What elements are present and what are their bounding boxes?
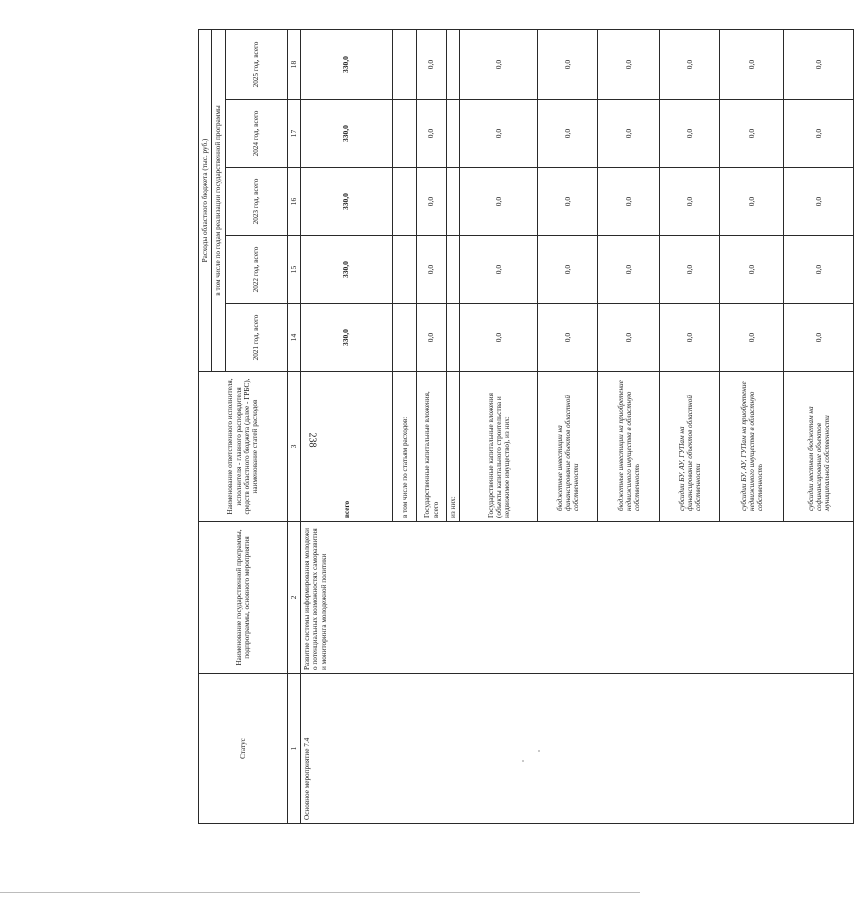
value-cell: 0,0	[720, 29, 784, 99]
value-cell: 0,0	[417, 236, 447, 304]
header-year: 2021 год, всего	[225, 304, 287, 372]
column-number: 17	[287, 100, 301, 168]
value-cell: 0,0	[660, 304, 720, 372]
value-cell: 330,0	[301, 304, 393, 372]
value-cell: 0,0	[784, 168, 854, 236]
value-cell	[393, 29, 417, 99]
value-cell	[447, 100, 460, 168]
header-year: 2024 год, всего	[225, 100, 287, 168]
header-status: Статус	[199, 674, 288, 824]
value-cell: 0,0	[417, 29, 447, 99]
value-cell	[393, 168, 417, 236]
header-year: 2022 год, всего	[225, 236, 287, 304]
bottom-rule	[0, 892, 640, 893]
value-cell: 0,0	[660, 29, 720, 99]
value-cell: 0,0	[538, 236, 598, 304]
expense-label: Государственные капитальные вложения (объекты капитального строительства и недвижимое имущество), из них:	[460, 372, 538, 522]
column-number: 3	[287, 372, 301, 522]
value-cell: 0,0	[720, 168, 784, 236]
header-program: Наименование государственной программы, подпрограммы, основного мероприятия	[199, 522, 288, 674]
header-years-group: в том числе по годам реализации государственной программы	[212, 29, 225, 371]
column-number: 16	[287, 168, 301, 236]
value-cell	[393, 236, 417, 304]
value-cell: 0,0	[417, 168, 447, 236]
expense-label: субсидии местным бюджетам на софинансирование объектов муниципальной собственности	[784, 372, 854, 522]
value-cell: 330,0	[301, 100, 393, 168]
value-cell: 0,0	[784, 236, 854, 304]
table-row	[301, 29, 393, 823]
value-cell: 0,0	[660, 236, 720, 304]
column-number: 14	[287, 304, 301, 372]
value-cell: 0,0	[460, 236, 538, 304]
value-cell	[393, 304, 417, 372]
header-year: 2023 год, всего	[225, 168, 287, 236]
column-number: 2	[287, 522, 301, 674]
value-cell: 0,0	[460, 29, 538, 99]
value-cell: 0,0	[538, 304, 598, 372]
value-cell	[447, 168, 460, 236]
value-cell	[447, 236, 460, 304]
value-cell	[447, 29, 460, 99]
value-cell: 330,0	[301, 168, 393, 236]
value-cell: 0,0	[784, 29, 854, 99]
value-cell: 0,0	[784, 304, 854, 372]
scan-speck	[522, 760, 524, 762]
value-cell: 0,0	[598, 168, 660, 236]
expense-label: бюджетные инвестиции на приобретение недвижимого имущества в областную собственность	[598, 372, 660, 522]
value-cell: 0,0	[598, 304, 660, 372]
status-cell: Основное мероприятие 7.4	[301, 674, 854, 824]
program-cell: Развитие системы информирования молодежи о потенциальных возможностях саморазвития и мониторинга молодежной политики	[301, 522, 854, 674]
expense-label: субсидии БУ, АУ, ГУПам на приобретение недвижимого имущества в областную собственность	[720, 372, 784, 522]
value-cell: 0,0	[417, 304, 447, 372]
budget-table	[198, 29, 854, 824]
value-cell: 0,0	[598, 100, 660, 168]
value-cell: 0,0	[720, 304, 784, 372]
header-executor: Наименование ответственного исполнителя, исполнителя - главного распорядителя средств областного бюджета (далее - ГРБС), наименование статей расходов	[199, 372, 288, 522]
value-cell: 0,0	[598, 236, 660, 304]
value-cell	[393, 100, 417, 168]
scan-speck	[538, 750, 540, 752]
value-cell: 0,0	[720, 100, 784, 168]
expense-label: субсидии БУ, АУ, ГУПам на финансирование объектов областной собственности	[660, 372, 720, 522]
value-cell: 0,0	[784, 100, 854, 168]
column-number-row	[287, 29, 301, 823]
expense-label: бюджетные инвестиции на финансирование объектов областной собственности	[538, 372, 598, 522]
value-cell: 0,0	[598, 29, 660, 99]
expense-label: Государственные капитальные вложения, всего	[417, 372, 447, 522]
header-year: 2025 год, всего	[225, 29, 287, 99]
value-cell: 330,0	[301, 236, 393, 304]
value-cell: 0,0	[538, 168, 598, 236]
expense-label: всего	[301, 372, 393, 522]
value-cell: 0,0	[460, 100, 538, 168]
value-cell: 0,0	[460, 168, 538, 236]
value-cell: 0,0	[538, 100, 598, 168]
budget-table-rotated	[198, 30, 832, 824]
value-cell: 0,0	[460, 304, 538, 372]
value-cell: 0,0	[720, 236, 784, 304]
value-cell: 0,0	[660, 100, 720, 168]
value-cell: 330,0	[301, 29, 393, 99]
expense-label: в том числе по статьям расходов:	[393, 372, 417, 522]
column-number: 1	[287, 674, 301, 824]
header-budget: Расходы областного бюджета (тыс. руб.)	[199, 29, 212, 371]
value-cell: 0,0	[660, 168, 720, 236]
header-row-1	[199, 29, 212, 823]
value-cell	[447, 304, 460, 372]
expense-label: из них:	[447, 372, 460, 522]
column-number: 15	[287, 236, 301, 304]
page-number: 238	[306, 432, 318, 448]
value-cell: 0,0	[417, 100, 447, 168]
value-cell: 0,0	[538, 29, 598, 99]
column-number: 18	[287, 29, 301, 99]
